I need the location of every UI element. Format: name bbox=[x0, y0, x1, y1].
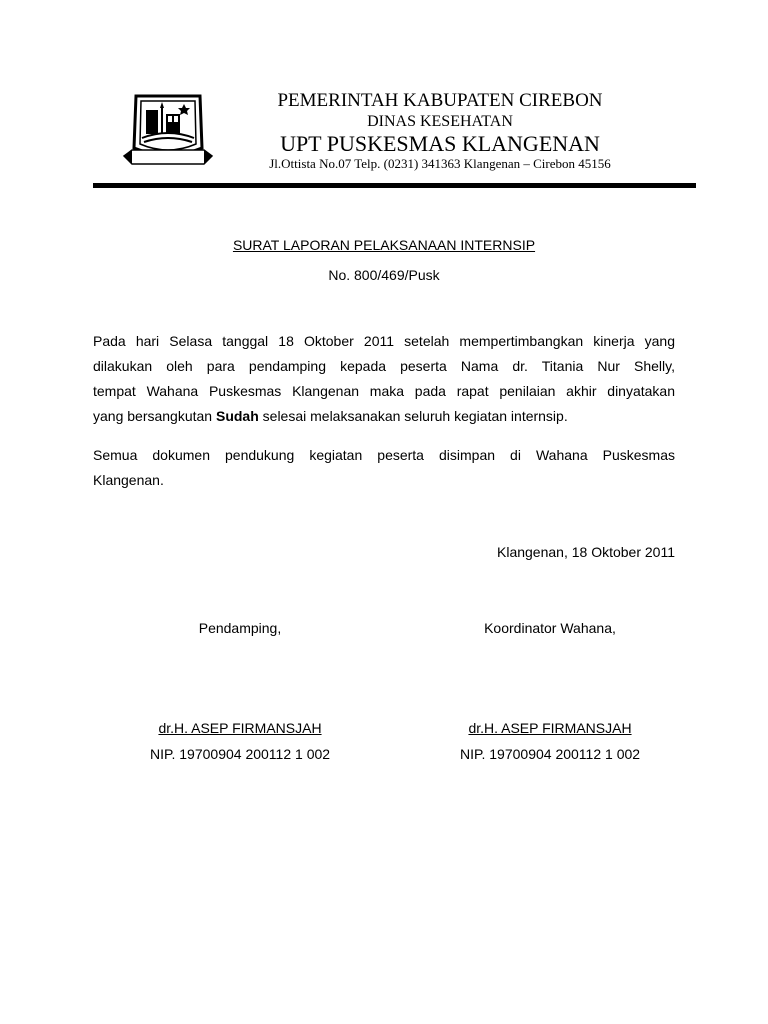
status-emphasis: Sudah bbox=[215, 408, 259, 424]
document-title: SURAT LAPORAN PELAKSANAAN INTERNSIP bbox=[232, 237, 536, 253]
letterhead-agency: DINAS KESEHATAN bbox=[367, 113, 513, 130]
paragraph-line: Klangenan. bbox=[93, 472, 164, 488]
letterhead-divider bbox=[93, 183, 696, 188]
body-paragraph-1 bbox=[93, 329, 675, 429]
signature-role: Koordinator Wahana, bbox=[484, 620, 616, 636]
place-and-date: Klangenan, 18 Oktober 2011 bbox=[497, 544, 675, 560]
letterhead-government: PEMERINTAH KABUPATEN CIREBON bbox=[277, 90, 603, 111]
paragraph-line: Semua dokumen pendukung kegiatan peserta disimpan di Wahana Puskesmas bbox=[93, 447, 675, 463]
paragraph-line bbox=[93, 404, 675, 429]
signature-role: Pendamping, bbox=[198, 620, 282, 636]
regency-emblem-logo bbox=[122, 88, 214, 180]
letterhead-institution: UPT PUSKESMAS KLANGENAN bbox=[280, 131, 600, 156]
body-paragraph-2 bbox=[93, 443, 675, 493]
paragraph-text: selesai melaksanakan seluruh kegiatan internsip. bbox=[258, 408, 568, 424]
signatory-nip: NIP. 19700904 200112 1 002 bbox=[149, 746, 331, 762]
letterhead-address: Jl.Ottista No.07 Telp. (0231) 341363 Klangenan – Cirebon 45156 bbox=[269, 156, 611, 171]
signatory-nip: NIP. 19700904 200112 1 002 bbox=[459, 746, 641, 762]
paragraph-text: yang bersangkutan bbox=[93, 408, 216, 424]
paragraph-line: tempat Wahana Puskesmas Klangenan maka pada rapat penilaian akhir dinyatakan bbox=[93, 383, 675, 399]
paragraph-line: Pada hari Selasa tanggal 18 Oktober 2011 setelah mempertimbangkan kinerja yang bbox=[93, 333, 675, 349]
signatory-name: dr.H. ASEP FIRMANSJAH bbox=[468, 720, 632, 736]
paragraph-line: dilakukan oleh para pendamping kepada peserta Nama dr. Titania Nur Shelly, bbox=[93, 358, 675, 374]
signatory-name: dr.H. ASEP FIRMANSJAH bbox=[158, 720, 322, 736]
document-number: No. 800/469/Pusk bbox=[328, 267, 440, 283]
